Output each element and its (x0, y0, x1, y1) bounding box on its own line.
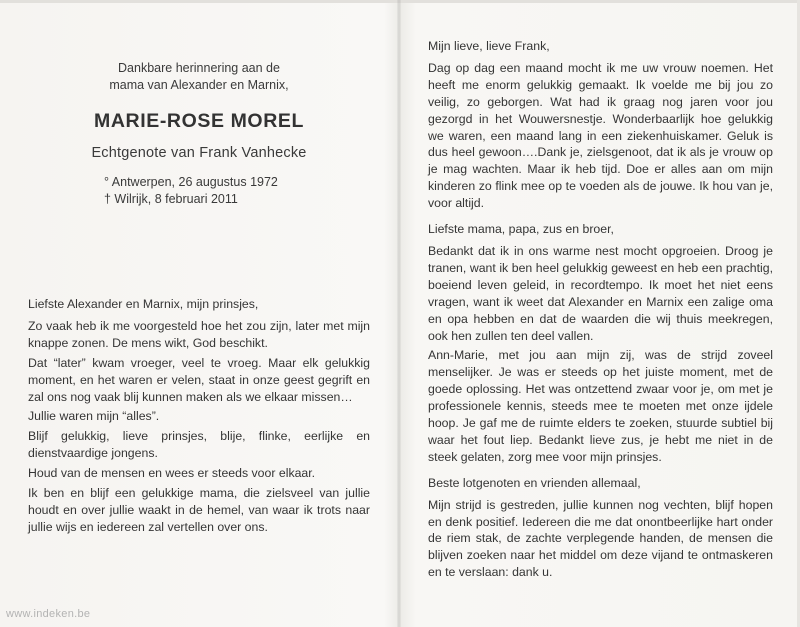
paragraph: Ann-Marie, met jou aan mijn zij, was de strijd zoveel menselijker. Je was er steeds op het juiste moment, met de goede oplossing. Het was ontzettend zwaar voor je, om met je professionele kennis, steeds mee te moeten met onze ijdele hoop. Je gaf me de ruimte elders te zoeken, stuurde subtiel bij waar het fout liep. Bedankt lieve zus, je hebt me niet in de steek gelaten, zorg mee voor mijn prinsjes. (428, 348, 773, 464)
remembrance-header (28, 60, 370, 94)
death-line: † Wilrijk, 8 februari 2011 (104, 192, 238, 206)
paragraph: Ik ben en blijf een gelukkige mama, die zielsveel van jullie houdt en over jullie waakt in de hemel, van waar ik trots naar jullie wijs en iedereen zal vertellen over ons. (28, 486, 370, 534)
right-page (428, 38, 773, 584)
paragraph: Dag op dag een maand mocht ik me uw vrouw noemen. Het heeft me enorm gelukkig gemaakt. Ik voelde me bij jou zo veilig, zo geborgen. Wat had ik graag nog jaren voor jou gezorgd in het Wouwersnestje. Wonderbaarlijk hoe gelukkig we waren, een maand lang in een ziekenhuiskamer. Geluk is dus heel gewoon….Dank je, zielsgenoot, dat ik als je vrouw op je mag wachten. Maar ik heb tijd. Doe er alles aan om mijn kinderen zo flink mee op te voeden als de jouwe. Ik hou van je, voor altijd. (428, 60, 773, 211)
greeting: Liefste Alexander en Marnix, mijn prinsjes, (28, 297, 259, 311)
watermark: www.indeken.be (6, 608, 91, 620)
deceased-name: MARIE-ROSE MOREL (93, 110, 305, 132)
paragraph: Jullie waren mijn “alles”. (28, 409, 160, 424)
greeting: Mijn lieve, lieve Frank, (428, 39, 550, 53)
paragraph: Zo vaak heb ik me voorgesteld hoe het zou zijn, later met mijn knappe zonen. De mens wikt, God beschikt. (28, 318, 370, 350)
birth-line: ° Antwerpen, 26 augustus 1972 (104, 175, 278, 189)
header-line: Dankbare herinnering aan de (118, 61, 280, 75)
paragraph: Dat “later” kwam vroeger, veel te vroeg. Maar elk gelukkig moment, en het waren er velen, staat in onze geest gegrift en zal ons nog vaak blij kunnen maken als we elkaar missen… (28, 355, 370, 404)
paragraph: Blijf gelukkig, lieve prinsjes, blije, flinke, eerlijke en dienstvaardige jongens. (28, 429, 370, 461)
card-fold (397, 0, 401, 627)
letter-to-sons (28, 296, 370, 539)
left-page (28, 60, 370, 534)
paragraph: Mijn strijd is gestreden, jullie kunnen nog vechten, blijf hopen en denk positief. Iedereen die me dat onontbeerlijke hart onder de riem stak, de zachte verplegende handen, de mensen die blijven zoeken naar het middel om deze vijand te ontmaskeren en te verslaan: dank u. (428, 497, 773, 580)
greeting: Liefste mama, papa, zus en broer, (428, 222, 614, 237)
paragraph: Bedankt dat ik in ons warme nest mocht opgroeien. Droog je tranen, want ik ben heel gelukkig geweest en heb een prachtig, boeiend leven geleid, in recordtempo. Ik moet het niet eens vragen, want ik weet dat Alexander en Marnix een zalige oma en opa hebben en dat de waarden die wij thuis meekregen, ook hen zullen ten deel vallen. (428, 243, 773, 343)
spouse-line: Echtgenote van Frank Vanhecke (91, 145, 307, 161)
greeting: Beste lotgenoten en vrienden allemaal, (428, 475, 641, 490)
paragraph: Houd van de mensen en wees er steeds voor elkaar. (28, 466, 316, 481)
header-line: mama van Alexander en Marnix, (109, 78, 289, 92)
life-dates (28, 174, 370, 208)
